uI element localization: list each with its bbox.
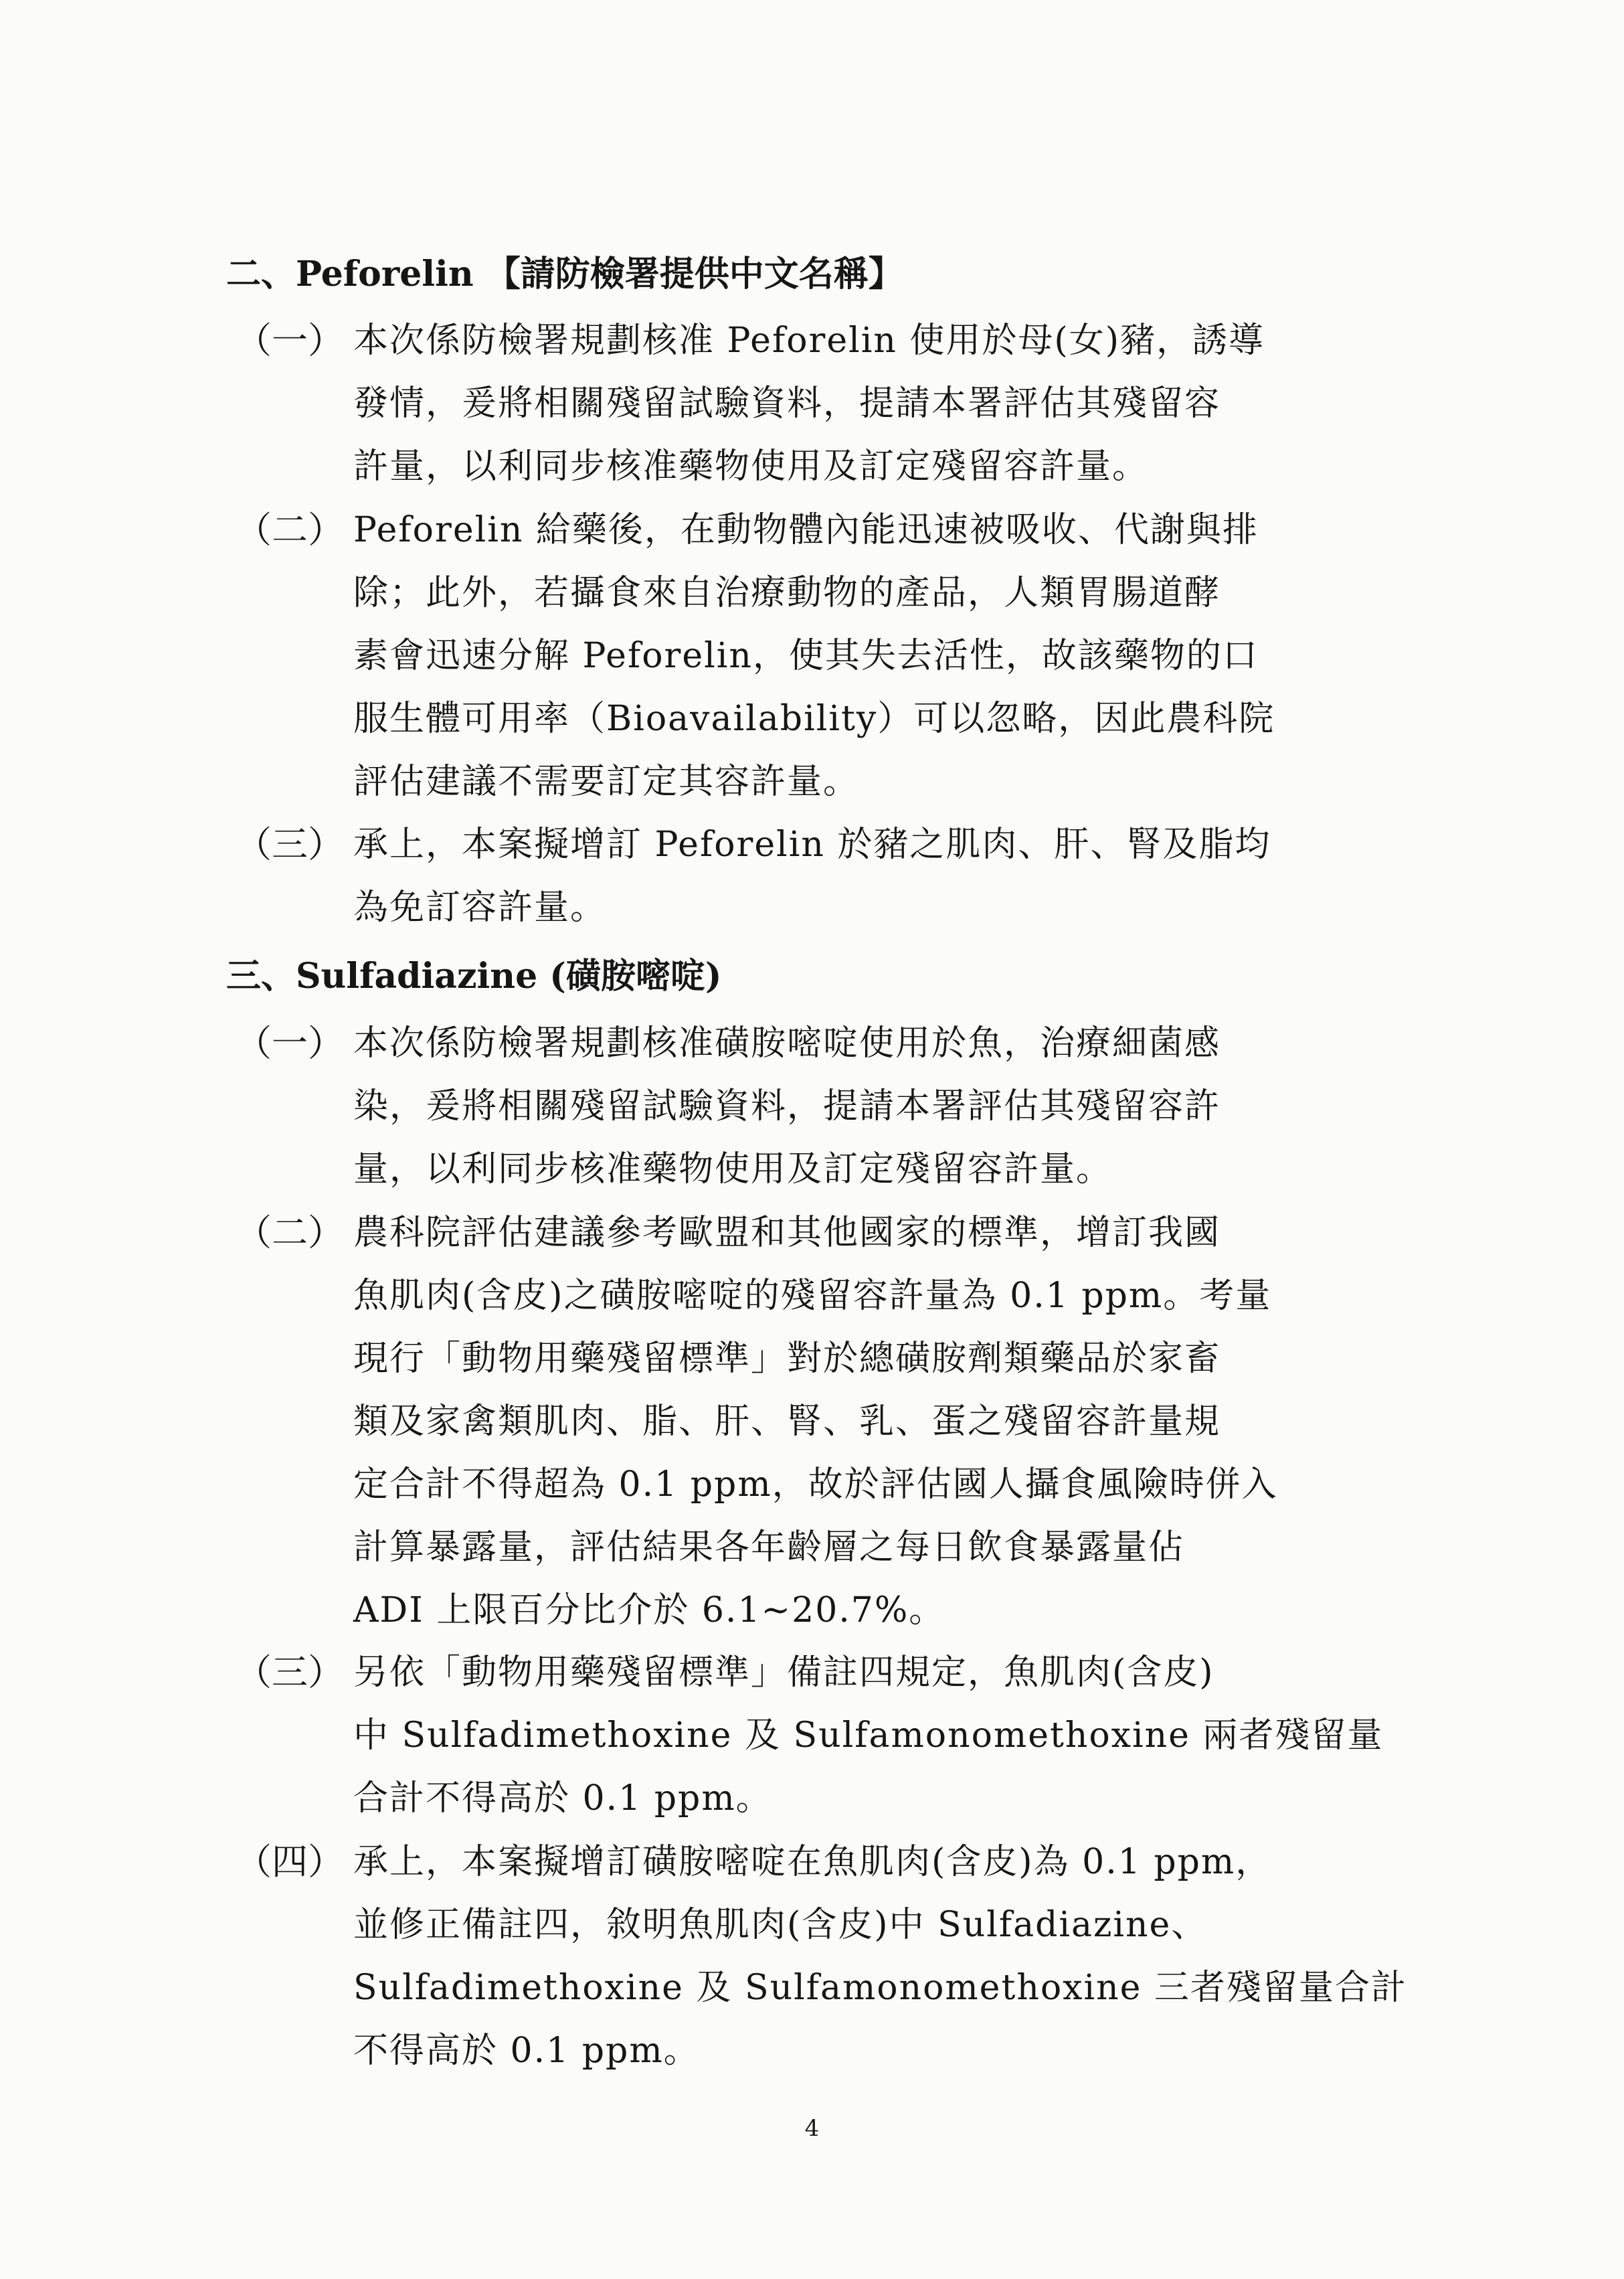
- item-label: （四）: [236, 1841, 344, 1883]
- text-line: Peforelin 給藥後，在動物體內能迅速被吸收、代謝與排: [353, 510, 1259, 550]
- text-line: 類及家禽類肌肉、脂、肝、腎、乳、蛋之殘留容許量規: [353, 1402, 1221, 1442]
- text-line: 服生體可用率（Bioavailability）可以忽略，因此農科院: [353, 699, 1275, 739]
- text-line: 中 Sulfadimethoxine 及 Sulfamonomethoxine 兩者殘留量: [353, 1715, 1384, 1756]
- text-line: 計算暴露量，評估結果各年齡層之每日飲食暴露量佔: [353, 1527, 1185, 1568]
- text-line: 合計不得高於 0.1 ppm。: [353, 1778, 772, 1819]
- item-body: [353, 1641, 1384, 1830]
- item-label: （一）: [236, 319, 344, 361]
- text-line: 農科院評估建議參考歐盟和其他國家的標準，增訂我國: [353, 1213, 1221, 1253]
- text-line: 現行「動物用藥殘留標準」對於總磺胺劑類藥品於家畜: [353, 1339, 1221, 1379]
- item-body: [353, 1012, 1384, 1201]
- text-line: 素會迅速分解 Peforelin，使其失去活性，故該藥物的口: [353, 636, 1259, 676]
- text-line: Sulfadimethoxine 及 Sulfamonomethoxine 三者殘留量合計: [353, 1968, 1407, 2008]
- text-line: ADI 上限百分比介於 6.1~20.7%。: [353, 1590, 945, 1630]
- item-body: [353, 813, 1384, 939]
- section-heading-peforelin: 二、Peforelin 【請防檢署提供中文名稱】: [226, 254, 903, 294]
- text-line: 為免訂容許量。: [353, 888, 607, 928]
- text-line: 染，爰將相關殘留試驗資料，提請本署評估其殘留容許: [353, 1086, 1221, 1126]
- text-line: 不得高於 0.1 ppm。: [353, 2031, 700, 2071]
- text-line: 除；此外，若攝食來自治療動物的產品，人類胃腸道酵: [353, 573, 1221, 613]
- text-line: 魚肌肉(含皮)之磺胺嘧啶的殘留容許量為 0.1 ppm。考量: [353, 1276, 1272, 1316]
- text-line: 另依「動物用藥殘留標準」備註四規定，魚肌肉(含皮): [353, 1653, 1214, 1693]
- text-line: 承上，本案擬增訂 Peforelin 於豬之肌肉、肝、腎及脂均: [353, 825, 1271, 865]
- text-line: 承上，本案擬增訂磺胺嘧啶在魚肌肉(含皮)為 0.1 ppm，: [353, 1842, 1272, 1882]
- text-line: 量，以利同步核准藥物使用及訂定殘留容許量。: [353, 1149, 1113, 1189]
- text-line: 定合計不得超為 0.1 ppm，故於評估國人攝食風險時併入: [353, 1464, 1278, 1505]
- text-line: 並修正備註四，敘明魚肌肉(含皮)中 Sulfadiazine、: [353, 1905, 1208, 1945]
- page-number: 4: [804, 2115, 820, 2142]
- section-heading-sulfadiazine: 三、Sulfadiazine (磺胺嘧啶): [226, 956, 722, 997]
- item-label: （三）: [236, 1651, 344, 1693]
- text-line: 發情，爰將相關殘留試驗資料，提請本署評估其殘留容: [353, 384, 1221, 424]
- item-body: [353, 1201, 1384, 1642]
- item-label: （三）: [236, 823, 344, 865]
- text-line: 評估建議不需要訂定其容許量。: [353, 762, 860, 802]
- item-body: [353, 309, 1384, 498]
- item-body: [353, 1831, 1407, 2082]
- item-body: [353, 499, 1384, 813]
- item-label: （二）: [236, 1211, 344, 1254]
- text-line: 本次係防檢署規劃核准 Peforelin 使用於母(女)豬，誘導: [353, 321, 1265, 361]
- text-line: 本次係防檢署規劃核准磺胺嘧啶使用於魚，治療細菌感: [353, 1023, 1221, 1064]
- item-label: （二）: [236, 509, 344, 551]
- text-line: 許量，以利同步核准藥物使用及訂定殘留容許量。: [353, 446, 1149, 487]
- item-label: （一）: [236, 1022, 344, 1064]
